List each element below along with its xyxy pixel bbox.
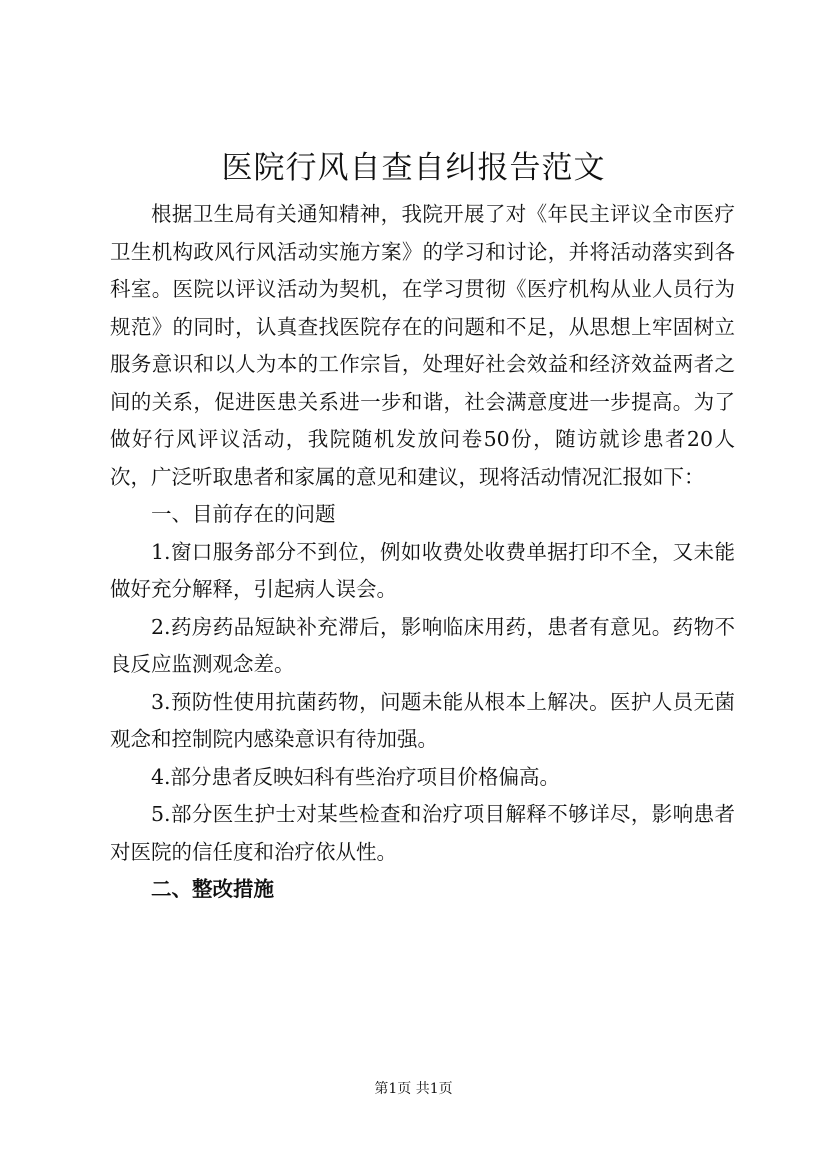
problem-item-3: 3.预防性使用抗菌药物，问题未能从根本上解决。医护人员无菌观念和控制院内感染意识有待加强。 bbox=[110, 689, 735, 751]
document-body bbox=[110, 196, 735, 909]
page-footer: 第1页 共1页 bbox=[374, 1081, 453, 1097]
intro-paragraph: 根据卫生局有关通知精神，我院开展了对《年民主评议全市医疗卫生机构政风行风活动实施方案》的学习和讨论，并将活动落实到各科室。医院以评议活动为契机，在学习贯彻《医疗机构从业人员行为规范》的同时，认真查找医院存在的问题和不足，从思想上牢固树立服务意识和以人为本的工作宗旨，处理好社会效益和经济效益两者之间的关系，促进医患关系进一步和谐，社会满意度进一步提高。为了做好行风评议活动，我院随机发放问卷50份，随访就诊患者20人次，广泛听取患者和家属的意见和建议，现将活动情况汇报如下： bbox=[110, 202, 735, 489]
document-title: 医院行风自查自纠报告范文 bbox=[221, 150, 606, 186]
problem-item-2: 2.药房药品短缺补充滞后，影响临床用药，患者有意见。药物不良反应监测观念差。 bbox=[110, 614, 735, 676]
problem-item-5: 5.部分医生护士对某些检查和治疗项目解释不够详尽，影响患者对医院的信任度和治疗依从性。 bbox=[110, 802, 735, 864]
problem-item-1: 1.窗口服务部分不到位，例如收费处收费单据打印不全，又未能做好充分解释，引起病人误会。 bbox=[110, 539, 735, 601]
section-heading-measures: 二、整改措施 bbox=[151, 877, 274, 901]
problem-item-4: 4.部分患者反映妇科有些治疗项目价格偏高。 bbox=[151, 764, 561, 789]
section-heading-problems: 一、目前存在的问题 bbox=[151, 502, 336, 526]
